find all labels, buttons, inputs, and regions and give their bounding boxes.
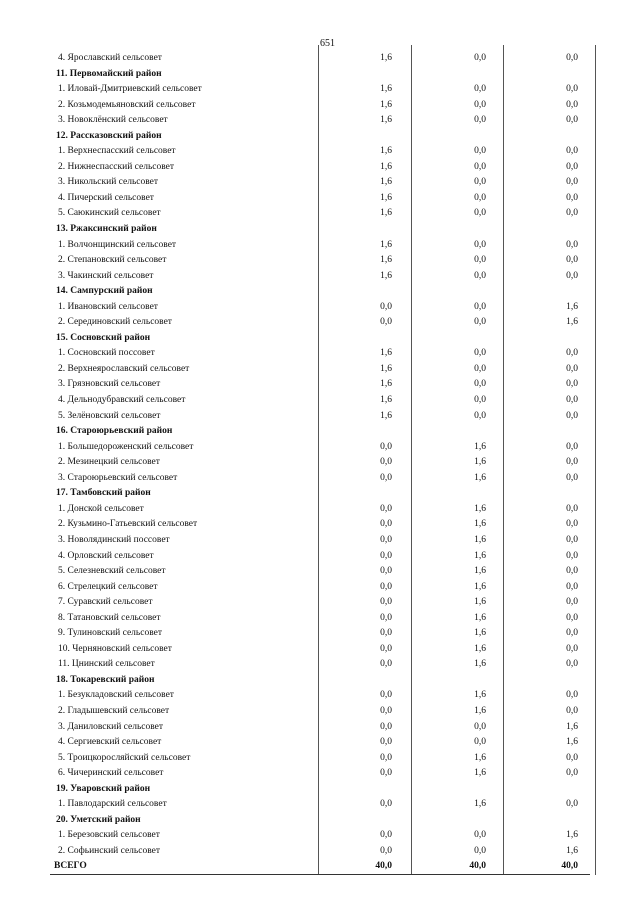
table-row <box>0 377 640 393</box>
value-cell-col1: 1,6 <box>380 161 392 172</box>
council-name: 1. Сосновский поссовет <box>58 348 155 359</box>
value-cell-col2: 0,0 <box>474 84 486 95</box>
value-cell-col1: 1,6 <box>380 84 392 95</box>
value-cell-col2: 1,6 <box>474 457 486 468</box>
value-cell-col1: 0,0 <box>380 472 392 483</box>
district-header-row <box>0 486 640 502</box>
value-cell-col3: 0,0 <box>566 395 578 406</box>
value-cell-col3: 0,0 <box>566 799 578 810</box>
value-cell-col1: 0,0 <box>380 845 392 856</box>
table-row <box>0 844 640 860</box>
council-name: 4. Орловский сельсовет <box>58 550 154 561</box>
table-row <box>0 98 640 114</box>
value-cell-col1: 1,6 <box>380 379 392 390</box>
table-row <box>0 580 640 596</box>
value-cell-col2: 1,6 <box>474 441 486 452</box>
value-cell-col2: 1,6 <box>474 503 486 514</box>
council-name: 4. Сергиевский сельсовет <box>58 737 162 748</box>
table-row <box>0 206 640 222</box>
council-name: 3. Новоклёнский сельсовет <box>58 115 168 126</box>
council-name: 3. Новолядинский поссовет <box>58 534 170 545</box>
value-cell-col2: 1,6 <box>474 534 486 545</box>
value-cell-col2: 1,6 <box>474 612 486 623</box>
table-row <box>0 549 640 565</box>
table-row <box>0 533 640 549</box>
council-name: 1. Иловай-Дмитриевский сельсовет <box>58 84 202 95</box>
value-cell-col3: 1,6 <box>566 830 578 841</box>
value-cell-col3: 0,0 <box>566 566 578 577</box>
council-name: 1. Донской сельсовет <box>58 503 144 514</box>
table-row <box>0 502 640 518</box>
table-row <box>0 642 640 658</box>
value-cell-col3: 0,0 <box>566 53 578 63</box>
council-name: 4. Ярославский сельсовет <box>58 53 162 63</box>
council-name: 10. Черняновский сельсовет <box>58 643 172 654</box>
table-row <box>0 626 640 642</box>
council-name: 1. Большедороженский сельсовет <box>58 441 194 452</box>
value-cell-col3: 40,0 <box>561 861 578 872</box>
value-cell-col1: 1,6 <box>380 395 392 406</box>
value-cell-col1: 0,0 <box>380 737 392 748</box>
table-row <box>0 346 640 362</box>
value-cell-col3: 1,6 <box>566 317 578 328</box>
value-cell-col3: 0,0 <box>566 363 578 374</box>
value-cell-col3: 0,0 <box>566 768 578 779</box>
value-cell-col2: 0,0 <box>474 379 486 390</box>
value-cell-col2: 1,6 <box>474 705 486 716</box>
council-name: 2. Верхнеярославский сельсовет <box>58 363 190 374</box>
district-name: 13. Ржаксинский район <box>56 224 157 235</box>
value-cell-col1: 0,0 <box>380 550 392 561</box>
value-cell-col2: 0,0 <box>474 737 486 748</box>
district-header-row <box>0 129 640 145</box>
council-name: 1. Павлодарский сельсовет <box>58 799 167 810</box>
value-cell-col1: 0,0 <box>380 752 392 763</box>
value-cell-col3: 0,0 <box>566 612 578 623</box>
value-cell-col1: 1,6 <box>380 53 392 63</box>
value-cell-col3: 0,0 <box>566 472 578 483</box>
value-cell-col1: 0,0 <box>380 597 392 608</box>
value-cell-col2: 1,6 <box>474 581 486 592</box>
table-row <box>0 144 640 160</box>
value-cell-col2: 0,0 <box>474 115 486 126</box>
value-cell-col2: 0,0 <box>474 301 486 312</box>
value-cell-col2: 0,0 <box>474 270 486 281</box>
district-header-row <box>0 67 640 83</box>
value-cell-col3: 0,0 <box>566 752 578 763</box>
table-row <box>0 175 640 191</box>
table-row <box>0 471 640 487</box>
table-row <box>0 828 640 844</box>
district-name: 16. Староюрьевский район <box>56 426 173 437</box>
value-cell-col2: 0,0 <box>474 53 486 63</box>
value-cell-col3: 0,0 <box>566 146 578 157</box>
table-row <box>0 269 640 285</box>
value-cell-col1: 1,6 <box>380 208 392 219</box>
value-cell-col2: 0,0 <box>474 410 486 421</box>
value-cell-col3: 0,0 <box>566 270 578 281</box>
value-cell-col2: 1,6 <box>474 597 486 608</box>
value-cell-col3: 0,0 <box>566 192 578 203</box>
council-name: 5. Троицкоросляйский сельсовет <box>58 752 191 763</box>
table-row <box>0 238 640 254</box>
district-header-row <box>0 284 640 300</box>
value-cell-col1: 0,0 <box>380 799 392 810</box>
value-cell-col1: 0,0 <box>380 721 392 732</box>
table-row <box>0 751 640 767</box>
council-name: 2. Нижнеспасский сельсовет <box>58 161 175 172</box>
district-name: 15. Сосновский район <box>56 332 151 343</box>
table-row <box>0 393 640 409</box>
value-cell-col3: 0,0 <box>566 597 578 608</box>
council-name: 1. Верхнеспасский сельсовет <box>58 146 176 157</box>
value-cell-col3: 0,0 <box>566 690 578 701</box>
council-name: 4. Дельнодубравский сельсовет <box>58 395 186 406</box>
district-name: 19. Уваровский район <box>56 783 151 794</box>
table-row <box>0 191 640 207</box>
table-row <box>0 797 640 813</box>
council-name: 2. Гладышевский сельсовет <box>58 705 170 716</box>
value-cell-col3: 0,0 <box>566 503 578 514</box>
council-name: 1. Ивановский сельсовет <box>58 301 158 312</box>
value-cell-col1: 0,0 <box>380 441 392 452</box>
council-name: 2. Мезинецкий сельсовет <box>58 457 160 468</box>
value-cell-col3: 0,0 <box>566 84 578 95</box>
page-number: 651 <box>320 38 335 49</box>
value-cell-col2: 1,6 <box>474 799 486 810</box>
value-cell-col1: 0,0 <box>380 457 392 468</box>
value-cell-col2: 0,0 <box>474 395 486 406</box>
table-row <box>0 704 640 720</box>
value-cell-col1: 1,6 <box>380 348 392 359</box>
value-cell-col2: 1,6 <box>474 690 486 701</box>
value-cell-col3: 0,0 <box>566 643 578 654</box>
value-cell-col2: 0,0 <box>474 363 486 374</box>
council-name: 3. Даниловский сельсовет <box>58 721 164 732</box>
table-row <box>0 564 640 580</box>
table-row <box>0 82 640 98</box>
value-cell-col1: 1,6 <box>380 255 392 266</box>
value-cell-col3: 0,0 <box>566 534 578 545</box>
value-cell-col3: 1,6 <box>566 721 578 732</box>
value-cell-col2: 0,0 <box>474 830 486 841</box>
value-cell-col1: 0,0 <box>380 566 392 577</box>
district-header-row <box>0 673 640 689</box>
value-cell-col3: 1,6 <box>566 845 578 856</box>
value-cell-col3: 1,6 <box>566 301 578 312</box>
value-cell-col1: 1,6 <box>380 270 392 281</box>
value-cell-col1: 0,0 <box>380 534 392 545</box>
value-cell-col2: 1,6 <box>474 628 486 639</box>
value-cell-col1: 0,0 <box>380 705 392 716</box>
value-cell-col3: 0,0 <box>566 550 578 561</box>
value-cell-col3: 0,0 <box>566 457 578 468</box>
total-label: ВСЕГО <box>54 861 87 872</box>
table-row <box>0 253 640 269</box>
table-row <box>0 688 640 704</box>
district-header-row <box>0 782 640 798</box>
value-cell-col2: 0,0 <box>474 161 486 172</box>
value-cell-col2: 0,0 <box>474 845 486 856</box>
value-cell-col1: 1,6 <box>380 239 392 250</box>
value-cell-col1: 0,0 <box>380 503 392 514</box>
value-cell-col2: 0,0 <box>474 239 486 250</box>
total-row <box>0 859 640 875</box>
value-cell-col1: 0,0 <box>380 643 392 654</box>
table-row <box>0 455 640 471</box>
council-name: 2. Софьинский сельсовет <box>58 845 161 856</box>
council-name: 3. Чакинский сельсовет <box>58 270 154 281</box>
council-name: 1. Березовский сельсовет <box>58 830 160 841</box>
value-cell-col3: 0,0 <box>566 239 578 250</box>
value-cell-col3: 1,6 <box>566 737 578 748</box>
table-row <box>0 720 640 736</box>
district-header-row <box>0 222 640 238</box>
value-cell-col3: 0,0 <box>566 410 578 421</box>
allocation-table <box>0 51 640 875</box>
value-cell-col2: 0,0 <box>474 99 486 110</box>
council-name: 5. Зелёновский сельсовет <box>58 410 161 421</box>
value-cell-col3: 0,0 <box>566 581 578 592</box>
value-cell-col3: 0,0 <box>566 379 578 390</box>
district-name: 14. Сампурский район <box>56 286 153 297</box>
value-cell-col1: 1,6 <box>380 146 392 157</box>
value-cell-col1: 1,6 <box>380 410 392 421</box>
value-cell-col2: 0,0 <box>474 721 486 732</box>
council-name: 2. Серединовский сельсовет <box>58 317 172 328</box>
value-cell-col1: 0,0 <box>380 612 392 623</box>
value-cell-col2: 40,0 <box>469 861 486 872</box>
value-cell-col1: 0,0 <box>380 317 392 328</box>
district-name: 12. Рассказовский район <box>56 130 162 141</box>
value-cell-col1: 0,0 <box>380 690 392 701</box>
council-name: 6. Чичеринский сельсовет <box>58 768 164 779</box>
value-cell-col1: 1,6 <box>380 177 392 188</box>
table-row <box>0 315 640 331</box>
value-cell-col2: 1,6 <box>474 472 486 483</box>
district-header-row <box>0 424 640 440</box>
council-name: 1. Волчонщинский сельсовет <box>58 239 177 250</box>
value-cell-col2: 1,6 <box>474 752 486 763</box>
value-cell-col1: 0,0 <box>380 301 392 312</box>
value-cell-col3: 0,0 <box>566 348 578 359</box>
district-name: 18. Токаревский район <box>56 674 155 685</box>
district-name: 11. Первомайский район <box>56 68 162 79</box>
value-cell-col3: 0,0 <box>566 255 578 266</box>
value-cell-col3: 0,0 <box>566 441 578 452</box>
council-name: 3. Никольский сельсовет <box>58 177 159 188</box>
district-header-row <box>0 813 640 829</box>
value-cell-col3: 0,0 <box>566 519 578 530</box>
council-name: 11. Цнинский сельсовет <box>58 659 155 670</box>
value-cell-col3: 0,0 <box>566 99 578 110</box>
council-name: 5. Селезневский сельсовет <box>58 566 166 577</box>
value-cell-col3: 0,0 <box>566 659 578 670</box>
value-cell-col3: 0,0 <box>566 705 578 716</box>
table-row <box>0 766 640 782</box>
value-cell-col3: 0,0 <box>566 208 578 219</box>
table-row <box>0 409 640 425</box>
value-cell-col1: 1,6 <box>380 99 392 110</box>
value-cell-col3: 0,0 <box>566 115 578 126</box>
value-cell-col2: 1,6 <box>474 519 486 530</box>
council-name: 7. Суравский сельсовет <box>58 597 153 608</box>
table-bottom-border <box>50 874 590 875</box>
value-cell-col2: 0,0 <box>474 192 486 203</box>
table-row <box>0 517 640 533</box>
value-cell-col1: 0,0 <box>380 830 392 841</box>
council-name: 2. Степановский сельсовет <box>58 255 167 266</box>
value-cell-col1: 40,0 <box>375 861 392 872</box>
value-cell-col2: 0,0 <box>474 317 486 328</box>
value-cell-col1: 0,0 <box>380 581 392 592</box>
table-row <box>0 51 640 67</box>
value-cell-col2: 1,6 <box>474 768 486 779</box>
council-name: 6. Стрелецкий сельсовет <box>58 581 158 592</box>
district-name: 17. Тамбовский район <box>56 488 151 499</box>
council-name: 3. Староюрьевский сельсовет <box>58 472 178 483</box>
value-cell-col1: 0,0 <box>380 659 392 670</box>
value-cell-col1: 0,0 <box>380 519 392 530</box>
table-row <box>0 300 640 316</box>
council-name: 9. Тулиновский сельсовет <box>58 628 163 639</box>
value-cell-col2: 1,6 <box>474 659 486 670</box>
table-row <box>0 595 640 611</box>
table-row <box>0 113 640 129</box>
council-name: 8. Татановский сельсовет <box>58 612 161 623</box>
value-cell-col1: 0,0 <box>380 768 392 779</box>
value-cell-col2: 0,0 <box>474 177 486 188</box>
value-cell-col3: 0,0 <box>566 177 578 188</box>
council-name: 2. Козьмодемьяновский сельсовет <box>58 99 196 110</box>
value-cell-col3: 0,0 <box>566 628 578 639</box>
district-name: 20. Уметский район <box>56 814 141 825</box>
table-row <box>0 362 640 378</box>
value-cell-col1: 1,6 <box>380 115 392 126</box>
value-cell-col2: 0,0 <box>474 255 486 266</box>
value-cell-col2: 0,0 <box>474 208 486 219</box>
council-name: 2. Кузьмино-Гатьевский сельсовет <box>58 519 198 530</box>
table-row <box>0 735 640 751</box>
value-cell-col2: 1,6 <box>474 550 486 561</box>
council-name: 1. Безукладовский сельсовет <box>58 690 174 701</box>
council-name: 3. Грязновский сельсовет <box>58 379 161 390</box>
value-cell-col1: 0,0 <box>380 628 392 639</box>
value-cell-col2: 0,0 <box>474 146 486 157</box>
value-cell-col3: 0,0 <box>566 161 578 172</box>
table-row <box>0 160 640 176</box>
value-cell-col1: 1,6 <box>380 363 392 374</box>
table-row <box>0 440 640 456</box>
value-cell-col2: 0,0 <box>474 348 486 359</box>
value-cell-col1: 1,6 <box>380 192 392 203</box>
value-cell-col2: 1,6 <box>474 566 486 577</box>
table-row <box>0 611 640 627</box>
council-name: 4. Пичерский сельсовет <box>58 192 154 203</box>
district-header-row <box>0 331 640 347</box>
council-name: 5. Саюкинский сельсовет <box>58 208 161 219</box>
value-cell-col2: 1,6 <box>474 643 486 654</box>
table-row <box>0 657 640 673</box>
